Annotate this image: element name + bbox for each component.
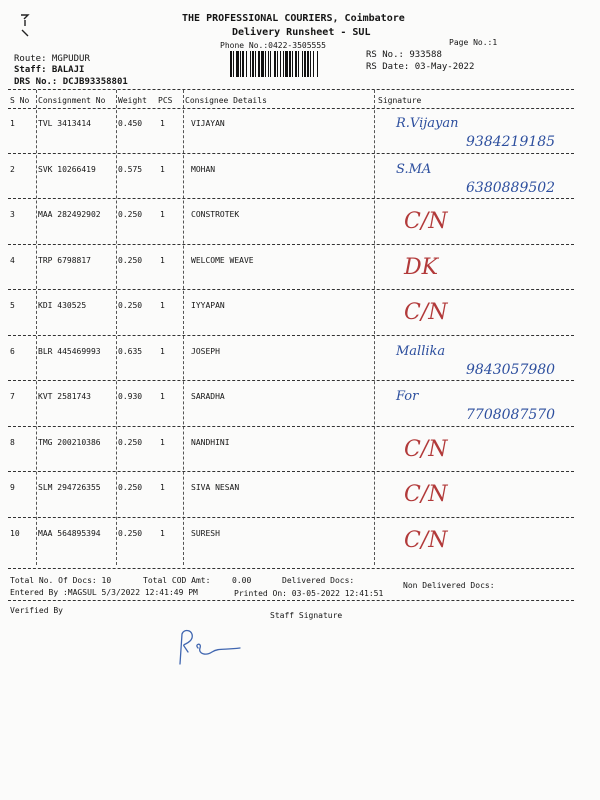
staff-label: Staff: BALAJI — [14, 65, 85, 75]
cell-sno: 1 — [10, 119, 15, 128]
signature-cell — [376, 203, 596, 247]
cell-pcs: 1 — [160, 483, 165, 492]
signature-cell — [376, 340, 596, 384]
cell-consignment: KVT 2581743 — [38, 392, 91, 401]
table-header-rule — [8, 108, 574, 109]
verifier-signature — [172, 626, 252, 670]
cell-pcs: 1 — [160, 210, 165, 219]
row-rule — [8, 471, 574, 472]
handwritten-signature: C/N — [404, 436, 448, 462]
table-top-rule — [8, 89, 574, 90]
runsheet-title: Delivery Runsheet - SUL — [232, 27, 371, 38]
col-sno: S No — [10, 96, 30, 105]
row-rule — [8, 426, 574, 427]
entered-by: Entered By :MAGSUL 5/3/2022 12:41:49 PM — [10, 588, 198, 597]
signature-cell — [376, 112, 596, 156]
cell-consignee: IYYAPAN — [191, 301, 225, 310]
handwritten-signature: R.Vijayan — [396, 116, 459, 131]
handwritten-signature: Mallika — [396, 343, 446, 359]
company-name: THE PROFESSIONAL COURIERS, Coimbatore — [182, 13, 405, 24]
cell-pcs: 1 — [160, 164, 165, 174]
cell-consignment: MAA 282492902 — [38, 210, 101, 219]
cell-sno: 8 — [10, 437, 15, 447]
signature-cell — [376, 476, 596, 520]
cell-consignee: JOSEPH — [191, 346, 220, 356]
col-divider — [116, 90, 117, 565]
cell-pcs: 1 — [160, 346, 165, 356]
col-divider — [36, 90, 37, 565]
corner-mark — [18, 12, 32, 42]
cell-sno: 9 — [10, 483, 15, 492]
signature-cell — [376, 385, 596, 429]
cell-consignee: VIJAYAN — [191, 119, 225, 128]
cell-pcs: 1 — [160, 392, 165, 401]
cell-consignee: NANDHINI — [191, 437, 230, 447]
cell-consignment: TVL 3413414 — [38, 119, 91, 128]
cell-sno: 10 — [10, 528, 20, 538]
cell-consignment: KDI 430525 — [38, 301, 87, 310]
signature-cell — [376, 249, 596, 293]
cell-consignment: TMG 200210386 — [38, 437, 101, 447]
cell-sno: 7 — [10, 392, 15, 401]
cell-consignee: WELCOME WEAVE — [191, 255, 254, 265]
col-divider — [183, 90, 184, 565]
delivered-docs: Delivered Docs: — [282, 576, 355, 585]
cell-consignment: MAA 564895394 — [38, 528, 101, 538]
page-number: Page No.:1 — [449, 38, 498, 47]
phone-number: Phone No.:0422-3505555 — [220, 41, 326, 50]
cell-consignee: SARADHA — [191, 392, 225, 401]
cell-consignee: SURESH — [191, 528, 220, 538]
col-pcs: PCS — [158, 96, 173, 105]
total-docs: Total No. Of Docs: 10 — [10, 576, 112, 585]
row-rule — [8, 335, 574, 336]
col-consignment: Consignment No — [38, 96, 106, 105]
cell-pcs: 1 — [160, 301, 165, 310]
cell-weight: 0.450 — [118, 119, 143, 128]
handwritten-signature: For — [396, 389, 419, 404]
cell-sno: 6 — [10, 346, 15, 356]
handwritten-signature: S.MA — [396, 161, 432, 177]
cell-sno: 2 — [10, 164, 15, 174]
handwritten-signature: C/N — [404, 209, 448, 234]
drs-number: DRS No.: DCJB93358801 — [14, 77, 128, 87]
cell-weight: 0.575 — [118, 164, 143, 174]
non-delivered-docs: Non Delivered Docs: — [403, 581, 495, 590]
cell-weight: 0.250 — [118, 301, 143, 310]
row-rule — [8, 244, 574, 245]
row-rule — [8, 153, 574, 154]
handwritten-signature: C/N — [404, 482, 448, 507]
staff-signature-label: Staff Signature — [270, 611, 343, 620]
cell-sno: 5 — [10, 301, 15, 310]
footer-rule — [8, 600, 574, 601]
barcode — [230, 51, 358, 77]
col-weight: Weight — [118, 96, 147, 105]
rs-number: RS No.: 933588 — [366, 50, 442, 60]
printed-on: Printed On: 03-05-2022 12:41:51 — [234, 589, 384, 598]
col-divider — [374, 90, 375, 565]
cell-pcs: 1 — [160, 119, 165, 128]
cell-pcs: 1 — [160, 255, 165, 265]
cell-weight: 0.930 — [118, 392, 143, 401]
handwritten-signature: C/N — [404, 527, 448, 553]
signature-cell — [376, 431, 596, 475]
col-signature: Signature — [378, 96, 422, 105]
handwritten-phone: 9384219185 — [466, 134, 556, 150]
signature-cell — [376, 522, 596, 566]
total-cod-value: 0.00 — [232, 576, 252, 585]
col-consignee: Consignee Details — [185, 96, 267, 105]
cell-consignment: TRP 6798817 — [38, 255, 91, 265]
cell-consignee: MOHAN — [191, 164, 216, 174]
signature-cell — [376, 158, 596, 202]
handwritten-signature: C/N — [404, 300, 448, 325]
row-rule — [8, 289, 574, 290]
row-rule — [8, 517, 574, 518]
handwritten-phone: 7708087570 — [466, 407, 556, 423]
route-label: Route: MGPUDUR — [14, 54, 90, 64]
cell-weight: 0.250 — [118, 483, 143, 492]
cell-pcs: 1 — [160, 437, 165, 447]
cell-pcs: 1 — [160, 528, 165, 538]
cell-consignee: SIVA NESAN — [191, 483, 240, 492]
cell-sno: 4 — [10, 255, 15, 265]
verified-by: Verified By — [10, 606, 63, 615]
cell-consignment: SLM 294726355 — [38, 483, 101, 492]
rs-date: RS Date: 03-May-2022 — [366, 62, 475, 72]
cell-weight: 0.250 — [118, 528, 143, 538]
signature-cell — [376, 294, 596, 338]
total-cod-label: Total COD Amt: — [143, 576, 211, 585]
handwritten-signature: DK — [404, 254, 439, 280]
cell-consignment: BLR 445469993 — [38, 346, 101, 356]
row-rule — [8, 380, 574, 381]
handwritten-phone: 9843057980 — [466, 361, 556, 378]
cell-weight: 0.250 — [118, 210, 143, 219]
handwritten-phone: 6380889502 — [466, 179, 556, 196]
cell-consignment: SVK 10266419 — [38, 164, 96, 174]
cell-sno: 3 — [10, 210, 15, 219]
row-rule — [8, 198, 574, 199]
cell-consignee: CONSTROTEK — [191, 210, 240, 219]
cell-weight: 0.250 — [118, 437, 143, 447]
cell-weight: 0.635 — [118, 346, 143, 356]
cell-weight: 0.250 — [118, 255, 143, 265]
table-bottom-rule — [8, 568, 574, 569]
